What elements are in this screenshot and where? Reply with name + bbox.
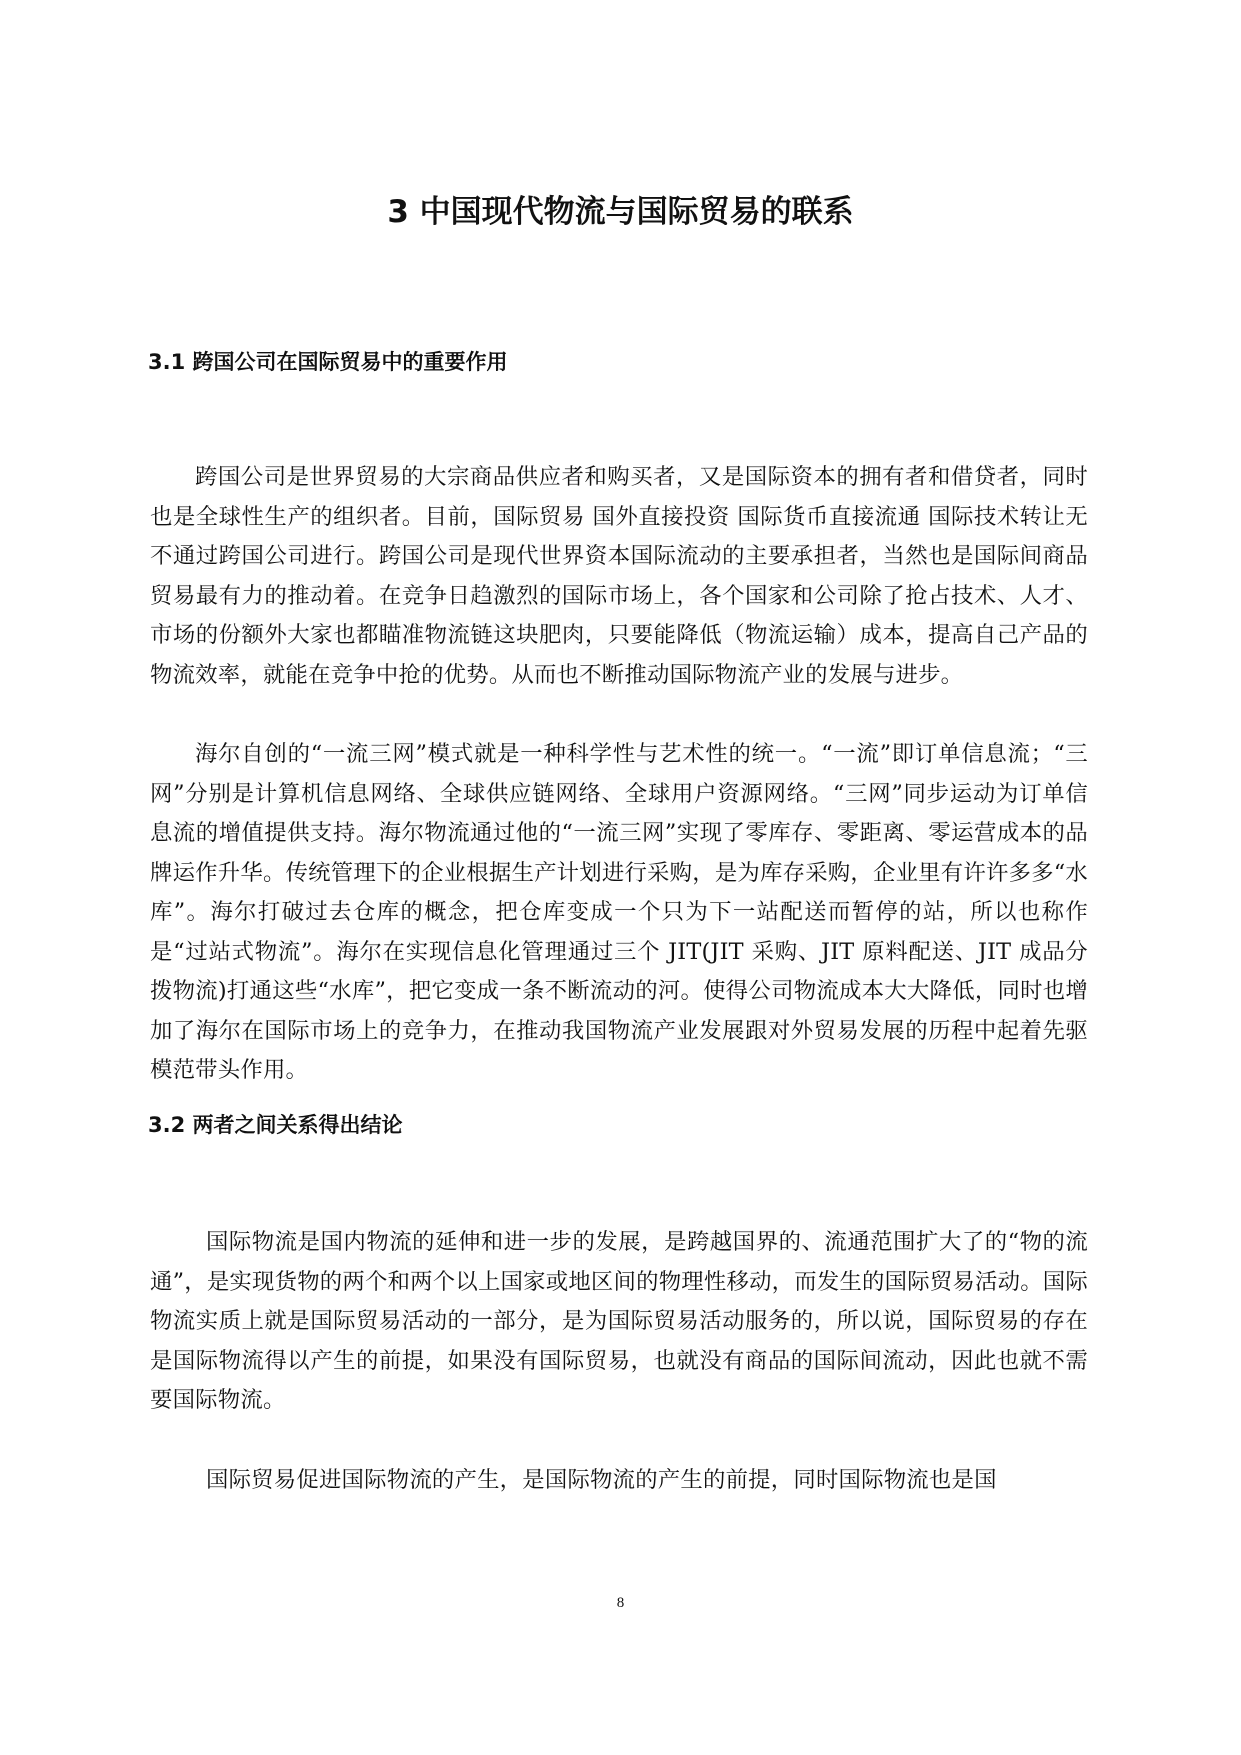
section-heading-3-1: 3.1 跨国公司在国际贸易中的重要作用 [148, 350, 508, 374]
chapter-title: 3 中国现代物流与国际贸易的联系 [387, 194, 854, 230]
paragraph-3-1-2: 海尔自创的“一流三网”模式就是一种科学性与艺术性的统一。“一流”即订单信息流；“三网”分别是计算机信息网络、全球供应链网络、全球用户资源网络。“三网”同步运动为订单信息流的增值提供支持。海尔物流通过他的“一流三网”实现了零库存、零距离、零运营成本的品牌运作升华。传统管理下的企业根据生产计划进行采购，是为库存采购，企业里有许许多多“水库”。海尔打破过去仓库的概念，把仓库变成一个只为下一站配送而暂停的站，所以也称作是“过站式物流”。海尔在实现信息化管理通过三个 JIT(JIT 采购、JIT 原料配送、JIT 成品分拨物流)打通这些“水库”，把它变成一条不断流动的河。使得公司物流成本大大降低，同时也增加了海尔在国际市场上的竞争力，在推动我国物流产业发展跟对外贸易发展的历程中起着先驱模范带头作用。 [150, 741, 1088, 1083]
section-heading-3-2: 3.2 两者之间关系得出结论 [148, 1113, 403, 1137]
paragraph-3-2-1: 国际物流是国内物流的延伸和进一步的发展，是跨越国界的、流通范围扩大了的“物的流通”，是实现货物的两个和两个以上国家或地区间的物理性移动，而发生的国际贸易活动。国际物流实质上就是国际贸易活动的一部分，是为国际贸易活动服务的，所以说，国际贸易的存在是国际物流得以产生的前提，如果没有国际贸易，也就没有商品的国际间流动，因此也就不需要国际物流。 [150, 1229, 1088, 1413]
paragraph-3-1-1: 跨国公司是世界贸易的大宗商品供应者和购买者，又是国际资本的拥有者和借贷者，同时也是全球性生产的组织者。目前，国际贸易 国外直接投资 国际货币直接流通 国际技术转让无不通过跨国公司进行。跨国公司是现代世界资本国际流动的主要承担者，当然也是国际间商品贸易最有力的推动着。在竞争日趋激烈的国际市场上，各个国家和公司除了抢占技术、人才、市场的份额外大家也都瞄准物流链这块肥肉，只要能降低（物流运输）成本，提高自己产品的物流效率，就能在竞争中抢的优势。从而也不断推动国际物流产业的发展与进步。 [150, 464, 1088, 688]
paragraph-3-2-2: 国际贸易促进国际物流的产生，是国际物流的产生的前提，同时国际物流也是国 [206, 1467, 997, 1493]
page-number: 8 [616, 1595, 625, 1611]
